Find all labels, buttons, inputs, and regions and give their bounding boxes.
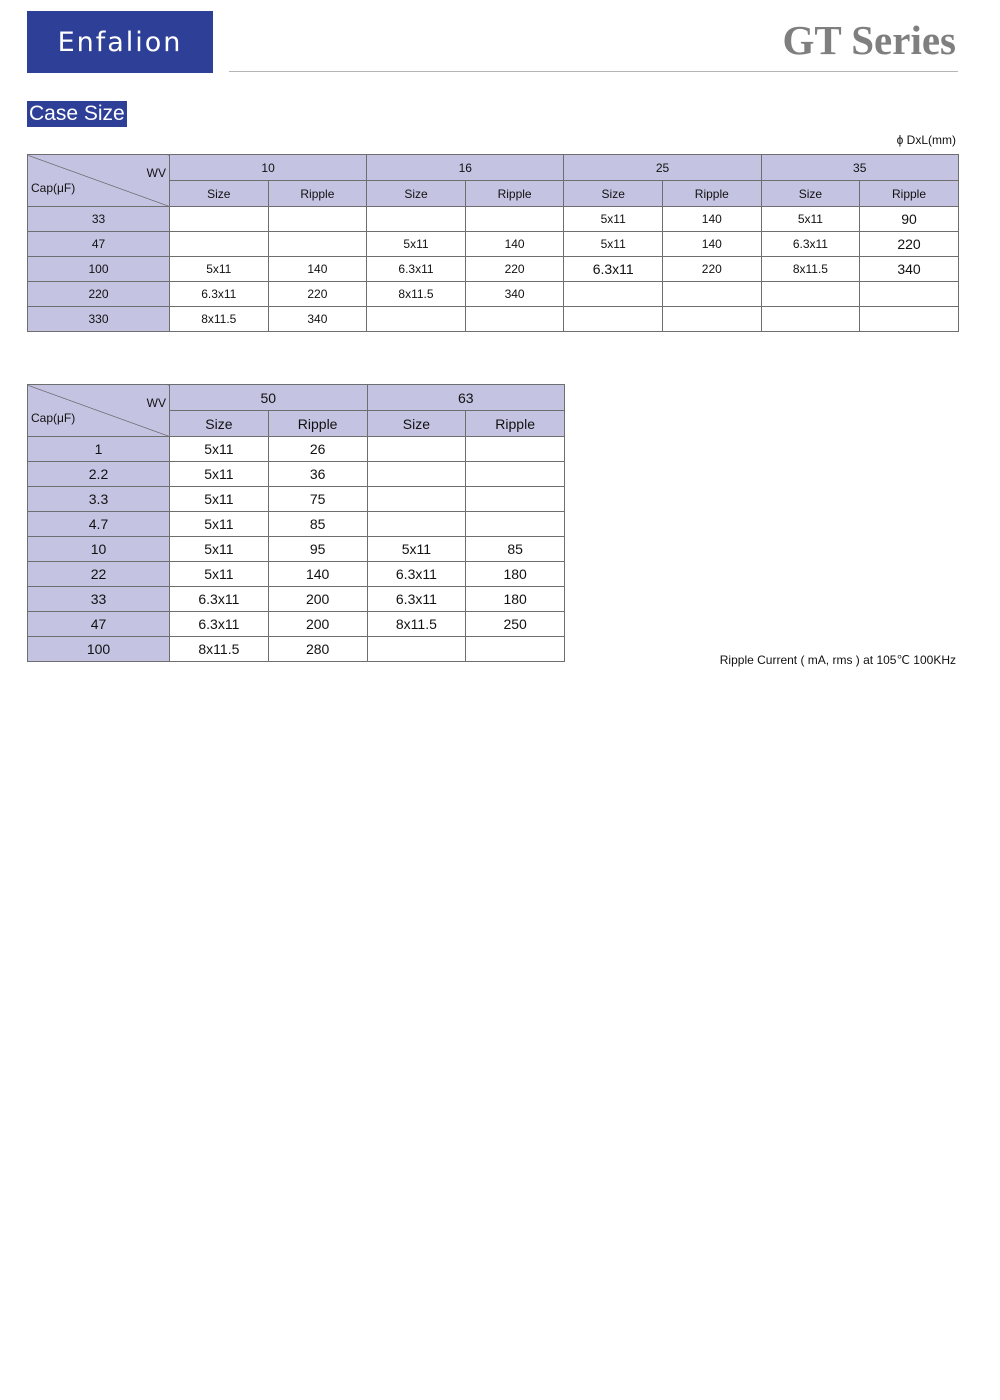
ripple-cell bbox=[663, 282, 762, 307]
size-cell: 6.3x11 bbox=[761, 232, 860, 257]
size-cell: 6.3x11 bbox=[367, 587, 466, 612]
table-row bbox=[28, 637, 565, 662]
size-cell bbox=[367, 487, 466, 512]
ripple-cell: 220 bbox=[860, 232, 959, 257]
ripple-column-header: Ripple bbox=[465, 181, 564, 207]
size-cell: 5x11 bbox=[367, 232, 466, 257]
size-cell: 5x11 bbox=[170, 437, 269, 462]
size-cell: 8x11.5 bbox=[170, 637, 269, 662]
size-cell: 8x11.5 bbox=[367, 612, 466, 637]
table-row bbox=[28, 537, 565, 562]
ripple-cell: 200 bbox=[268, 587, 367, 612]
table-row bbox=[28, 562, 565, 587]
size-cell: 5x11 bbox=[170, 257, 269, 282]
table-row bbox=[28, 512, 565, 537]
size-column-header: Size bbox=[367, 181, 466, 207]
ripple-cell: 140 bbox=[465, 232, 564, 257]
wv-label: WV bbox=[146, 166, 166, 180]
ripple-cell: 95 bbox=[268, 537, 367, 562]
ripple-cell: 250 bbox=[466, 612, 565, 637]
ripple-cell: 140 bbox=[663, 207, 762, 232]
ripple-cell: 220 bbox=[268, 282, 367, 307]
ripple-cell: 200 bbox=[268, 612, 367, 637]
section-title: Case Size bbox=[29, 102, 125, 125]
voltage-header: 10 bbox=[170, 155, 367, 181]
size-cell: 6.3x11 bbox=[170, 587, 269, 612]
size-cell: 6.3x11 bbox=[564, 257, 663, 282]
size-cell bbox=[367, 462, 466, 487]
capacitance-cell: 47 bbox=[28, 612, 170, 637]
voltage-header: 35 bbox=[761, 155, 958, 181]
case-size-table-high-voltage bbox=[27, 384, 565, 662]
ripple-cell: 340 bbox=[465, 282, 564, 307]
table-corner-header bbox=[28, 155, 170, 207]
size-cell: 5x11 bbox=[170, 512, 269, 537]
ripple-column-header: Ripple bbox=[268, 181, 367, 207]
voltage-header: 25 bbox=[564, 155, 761, 181]
table-row bbox=[28, 462, 565, 487]
wv-label: WV bbox=[146, 396, 166, 410]
ripple-cell: 220 bbox=[465, 257, 564, 282]
ripple-cell: 180 bbox=[466, 562, 565, 587]
ripple-cell: 140 bbox=[268, 562, 367, 587]
size-column-header: Size bbox=[367, 411, 466, 437]
cap-label: Cap(μF) bbox=[31, 181, 76, 195]
size-cell bbox=[170, 207, 269, 232]
ripple-cell bbox=[466, 437, 565, 462]
ripple-cell: 220 bbox=[663, 257, 762, 282]
ripple-cell: 36 bbox=[268, 462, 367, 487]
case-size-table-low-voltage bbox=[27, 154, 959, 332]
ripple-cell bbox=[268, 207, 367, 232]
size-cell bbox=[367, 307, 466, 332]
size-cell: 5x11 bbox=[367, 537, 466, 562]
table-row bbox=[28, 437, 565, 462]
company-logo: Enfalion bbox=[27, 11, 213, 73]
table-row bbox=[28, 257, 959, 282]
size-cell: 6.3x11 bbox=[367, 257, 466, 282]
table-corner-header bbox=[28, 385, 170, 437]
size-column-header: Size bbox=[170, 411, 269, 437]
size-cell bbox=[564, 307, 663, 332]
ripple-cell: 340 bbox=[268, 307, 367, 332]
table-row bbox=[28, 612, 565, 637]
ripple-cell: 280 bbox=[268, 637, 367, 662]
capacitance-cell: 33 bbox=[28, 207, 170, 232]
ripple-cell: 85 bbox=[466, 537, 565, 562]
size-cell: 5x11 bbox=[170, 562, 269, 587]
capacitance-cell: 4.7 bbox=[28, 512, 170, 537]
ripple-cell: 90 bbox=[860, 207, 959, 232]
series-title: GT Series bbox=[782, 17, 956, 63]
size-cell: 6.3x11 bbox=[367, 562, 466, 587]
size-cell bbox=[367, 437, 466, 462]
capacitance-cell: 47 bbox=[28, 232, 170, 257]
table-row bbox=[28, 232, 959, 257]
size-column-header: Size bbox=[564, 181, 663, 207]
cap-label: Cap(μF) bbox=[31, 411, 76, 425]
ripple-cell bbox=[860, 282, 959, 307]
capacitance-cell: 22 bbox=[28, 562, 170, 587]
ripple-cell: 75 bbox=[268, 487, 367, 512]
table-row bbox=[28, 207, 959, 232]
capacitance-cell: 100 bbox=[28, 637, 170, 662]
table-row bbox=[28, 307, 959, 332]
table-row bbox=[28, 587, 565, 612]
size-cell: 5x11 bbox=[761, 207, 860, 232]
size-column-header: Size bbox=[761, 181, 860, 207]
ripple-cell bbox=[466, 512, 565, 537]
table-row bbox=[28, 282, 959, 307]
voltage-header: 63 bbox=[367, 385, 565, 411]
table-row bbox=[28, 487, 565, 512]
ripple-cell bbox=[466, 637, 565, 662]
ripple-cell: 140 bbox=[663, 232, 762, 257]
size-cell: 5x11 bbox=[170, 537, 269, 562]
ripple-cell bbox=[465, 307, 564, 332]
ripple-cell: 26 bbox=[268, 437, 367, 462]
ripple-cell bbox=[466, 462, 565, 487]
size-cell: 5x11 bbox=[564, 232, 663, 257]
size-cell: 5x11 bbox=[170, 462, 269, 487]
ripple-cell: 180 bbox=[466, 587, 565, 612]
ripple-column-header: Ripple bbox=[466, 411, 565, 437]
capacitance-cell: 10 bbox=[28, 537, 170, 562]
capacitance-cell: 1 bbox=[28, 437, 170, 462]
size-cell: 5x11 bbox=[564, 207, 663, 232]
size-cell: 8x11.5 bbox=[367, 282, 466, 307]
size-cell: 8x11.5 bbox=[761, 257, 860, 282]
capacitance-cell: 100 bbox=[28, 257, 170, 282]
size-cell bbox=[367, 637, 466, 662]
capacitance-cell: 33 bbox=[28, 587, 170, 612]
ripple-cell bbox=[663, 307, 762, 332]
ripple-current-footnote: Ripple Current ( mA, rms ) at 105℃ 100KHz bbox=[719, 653, 956, 667]
size-cell: 6.3x11 bbox=[170, 282, 269, 307]
size-cell bbox=[367, 512, 466, 537]
ripple-cell bbox=[466, 487, 565, 512]
size-cell: 5x11 bbox=[170, 487, 269, 512]
voltage-header: 50 bbox=[170, 385, 368, 411]
size-cell bbox=[761, 307, 860, 332]
size-column-header: Size bbox=[170, 181, 269, 207]
ripple-column-header: Ripple bbox=[860, 181, 959, 207]
ripple-cell: 340 bbox=[860, 257, 959, 282]
size-cell: 6.3x11 bbox=[170, 612, 269, 637]
ripple-cell bbox=[268, 232, 367, 257]
size-cell bbox=[170, 232, 269, 257]
ripple-cell: 140 bbox=[268, 257, 367, 282]
ripple-column-header: Ripple bbox=[268, 411, 367, 437]
capacitance-cell: 2.2 bbox=[28, 462, 170, 487]
header-divider bbox=[229, 71, 958, 72]
size-cell: 8x11.5 bbox=[170, 307, 269, 332]
unit-note: ϕ DxL(mm) bbox=[896, 133, 956, 147]
ripple-cell bbox=[860, 307, 959, 332]
capacitance-cell: 330 bbox=[28, 307, 170, 332]
ripple-cell: 85 bbox=[268, 512, 367, 537]
size-cell bbox=[564, 282, 663, 307]
ripple-cell bbox=[465, 207, 564, 232]
capacitance-cell: 220 bbox=[28, 282, 170, 307]
voltage-header: 16 bbox=[367, 155, 564, 181]
capacitance-cell: 3.3 bbox=[28, 487, 170, 512]
size-cell bbox=[761, 282, 860, 307]
size-cell bbox=[367, 207, 466, 232]
ripple-column-header: Ripple bbox=[663, 181, 762, 207]
